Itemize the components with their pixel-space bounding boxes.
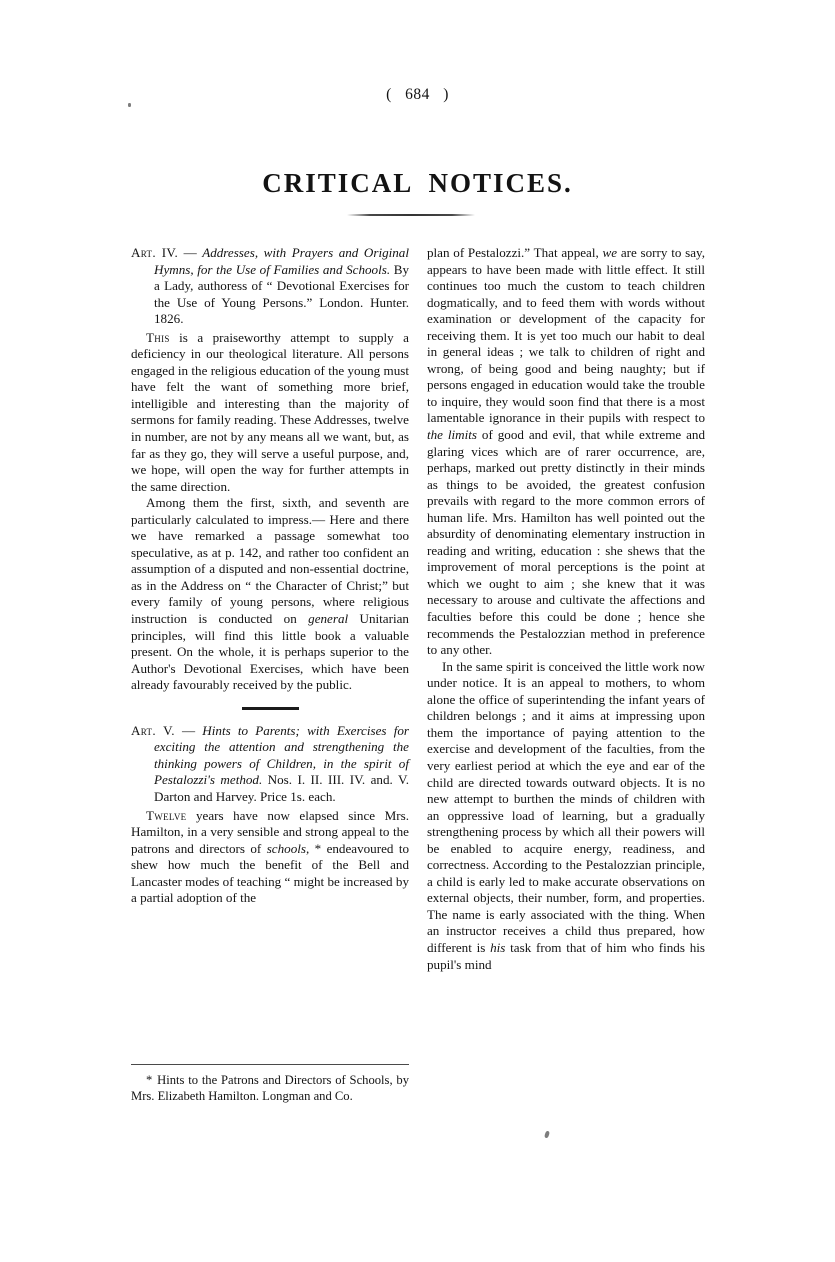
folio-paren-close: ) (443, 86, 449, 103)
paragraph-body-continued: task from that of him who finds his pupil's mind (427, 939, 705, 972)
article-4-paragraph-2 (131, 495, 409, 694)
paragraph-body: Among them the first, sixth, and seventh are particularly calculated to impress.— Here and there we have remarked a passage somewhat too speculative, as at p. 142, and rather too confident an assumption of a disputed and non-essential doctrine, as in the Address on “ the Character of Christ;” but every family of young persons, where religious instruction is conducted on (131, 495, 409, 627)
footnote-marker: * (146, 1073, 154, 1087)
footnote-block (131, 1072, 409, 1104)
paragraph-body-continued: are sorry to say, appears to have been made with little effect. It still continues too much the custom to teach children dogmatically, and to feed them with words without examination or development of the capacity for receiving them. It is yet too much our habit to deal in general ideas ; we talk to children of right and wrong, of being good and being naughty; but if persons engaged in education would take the trouble to inquire, they would soon find that there is a most lamentable ignorance in their pupils with respect to (427, 245, 705, 426)
footnote-reference-marker: * (309, 840, 327, 856)
paragraph-italic-fragment-2: the limits (427, 427, 478, 443)
title-divider-rule (347, 214, 475, 216)
page-folio (0, 86, 835, 104)
footnote-text (131, 1072, 409, 1104)
paragraph-italic-fragment: we (602, 245, 618, 260)
article-4-heading (131, 245, 409, 328)
folio-paren-open: ( (386, 86, 392, 103)
folio-number: 684 (405, 86, 430, 103)
right-paragraph-2 (427, 659, 705, 973)
article-5-paragraph-1 (131, 808, 409, 907)
article-5-title: Hints to Parents; with Exercises for exciting the attention and strengthening the thinking powers of Children, in the spirit of Pestalozzi's method. (154, 722, 409, 788)
paragraph-body: In the same spirit is conceived the little work now under notice. It is an appeal to mothers, to whom alone the office of superintending the infant years of children belongs ; and it aims at impressing upon them the importance of paying attention to the exercise and development of the faculties, from the very earliest period at which the eye and ear of the child are directed towards outward objects. It is no new attempt to burthen the minds of children with an oppressive load of learning, but a gradually strengthening process by which all their powers will be enabled to acquire energy, readiness, and correctness. According to the Pestalozzian principle, a child is early led to make accurate observations on external objects, their number, form, and properties. The name is early associated with the thing. When an instructor receives a child thus prepared, how different is (427, 658, 705, 955)
article-4-dash: — (178, 245, 203, 260)
article-5-imprint: Nos. I. II. III. IV. and. V. Darton and Harvey. Price 1s. each. (154, 772, 409, 804)
paragraph-italic-fragment: his (490, 939, 506, 955)
section-title: CRITICAL NOTICES. (262, 168, 573, 199)
footnote-body: Hints to the Patrons and Directors of Schools, by Mrs. Elizabeth Hamilton. Longman and Co. (131, 1073, 409, 1104)
paragraph-opening-smallcaps: This (146, 329, 170, 345)
article-divider-rule (242, 707, 299, 710)
article-5-label: Art. V. (131, 722, 175, 738)
paragraph-italic-fragment: schools, (266, 840, 310, 856)
paragraph-opening-smallcaps: Twelve (146, 807, 187, 823)
article-4-imprint: By a Lady, authoress of “ Devotional Exercises for the Use of Young Persons.” London. Hunter. 1826. (154, 261, 409, 327)
paragraph-italic-fragment: general (308, 611, 349, 627)
paragraph-body-continued: Unitarian principles, will find this little book a valuable present. On the whole, it is perhaps superior to the Author's Devotional Exercises, which have been already favourably received by the public. (131, 611, 409, 693)
left-text-column (131, 245, 409, 907)
paragraph-body-continued: endeavoured to shew how much the benefit of the Bell and Lancaster modes of teaching “ might be increased by a partial adoption of the (131, 840, 410, 906)
footnote-divider-rule (131, 1064, 409, 1065)
article-4-paragraph-1 (131, 330, 409, 495)
paragraph-body-end: of good and evil, that while extreme and glaring vices which are of rarer occurrence, are, perhaps, marked out pretty distinctly in their minds as things to be avoided, the greatest confusion prevails with regard to the more common errors of human life. Mrs. Hamilton has well pointed out the absurdity of denominating elementary instruction in reading and writing, education : she shews that the improvement of moral perceptions is the point at which we ought to aim ; she knew that it was necessary to arouse and cultivate the affections and faculties before this could be done ; hence she recommends the Pestalozzian method in preference to any other. (427, 427, 706, 658)
scan-speck (544, 1131, 550, 1139)
article-4-label: Art. IV. (131, 245, 179, 260)
right-text-column (427, 245, 705, 973)
article-5-dash: — (174, 722, 203, 738)
article-4-title: Addresses, with Prayers and Original Hymns, for the Use of Families and Schools. (154, 245, 409, 277)
paragraph-body: is a praiseworthy attempt to supply a deficiency in our theological literature. All persons engaged in the religious education of the young must have felt the want of something more brief, intelligible and interesting than the majority of sermons for family reading. These Addresses, twelve in number, are not by any means all we want, but, as far as they go, they will serve a useful purpose, and, we hope, will open the way for further attempts in the same direction. (131, 329, 409, 494)
article-5-heading (131, 723, 409, 806)
paragraph-body: plan of Pestalozzi.” That appeal, (427, 245, 603, 260)
right-paragraph-1 (427, 245, 705, 659)
paragraph-body: years have now elapsed since Mrs. Hamilton, in a very sensible and strong appeal to the patrons and directors of (131, 807, 409, 856)
